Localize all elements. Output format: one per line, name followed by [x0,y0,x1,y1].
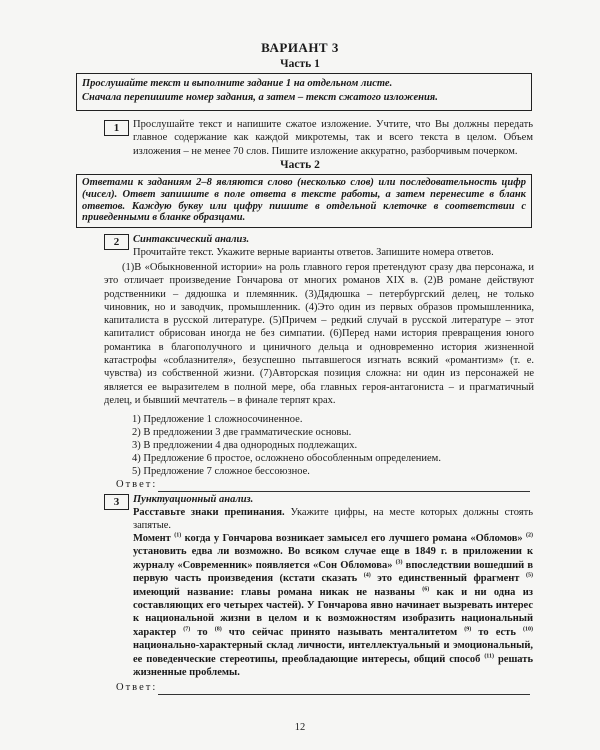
task3-text-part: то [190,626,215,638]
task1-number: 1 [104,120,129,136]
task2-answer-label: Ответ: [116,479,158,490]
part2-instruction-box: Ответами к заданиям 2–8 являются слово (несколько слов) или последовательность цифр (чисел). Ответ запишите в поле ответа в тексте работы, а затем перенесите в бланк ответов. Каждую букву или цифру пишите в отдельной клеточке в соответствии с приведенными в бланке образцами. [76,174,532,228]
part1-instruction-line2: Сначала перепишите номер задания, а затем – текст сжатого изложения. [82,91,438,103]
task3-instruction-bold: Расставьте знаки препинания. [133,507,285,518]
punct-position-1: (1) [174,532,182,539]
punct-position-6: (6) [422,586,430,593]
task2-subheading: Прочитайте текст. Укажите верные варианты ответов. Запишите номера ответов. [133,247,494,258]
task2-number: 2 [104,234,129,250]
task1-text: Прослушайте текст и напишите сжатое изложение. Учтите, что Вы должны передать главное содержание как каждой микротемы, так и всего текста в целом. Объем изложения – не менее 70 слов. Пишите изложение аккуратно, разборчивым почерком. [133,119,533,157]
task3-answer-field[interactable] [158,694,530,695]
task3-heading: Пунктуационный анализ. [133,494,254,505]
punct-position-5: (5) [525,572,533,579]
punct-position-7: (7) [183,626,191,633]
punct-position-2: (2) [526,532,533,539]
task2-text: (1)В «Обыкновенной истории» на роль главного героя претендуют сразу два персонажа, и это отличает произведение Гончарова от многих романов XIX в. (2)В романе действуют родственники – дядюшка и племянник. (3)Дядюшка – петербургский делец, не только чиновник, но и заводчик, промышленник. (4)Это один из первых образов промышленника, капиталиста в русской литературе. (5)Причем – редкий случай в русской литературе – этот капиталист обрисован иногда не без симпатии. (6)Перед нами история превращения юного романтика в благополучного и циничного дельца и одновременно история жизненной катастрофы «соблазнителя», безуспешно пытавшегося изгнать всякий «романтизм» (т. е. чувства) из собственной жизни. (7)Авторская позиция сложна: ни один из персонажей не является ее выразителем в полной мере, оба главных героя-антагониста – и прагматичный делец, и бывший мечтатель – в финале терпят крах. [104,262,534,406]
punct-position-8: (8) [214,626,222,633]
task3-text-part: решать жизненные проблемы. [133,653,533,679]
task3-text-part: что сейчас принято называть менталитетом [221,626,465,638]
task3-text-part: Момент [133,533,175,544]
punct-position-10: (10) [522,626,533,633]
punct-position-11: (11) [484,653,494,660]
task2-option-5: 5) Предложение 7 сложное бессоюзное. [132,466,310,477]
task3-text-part: когда у Гончарова возникает замысел его лучшего романа «Обломов» [181,533,526,544]
task3-number: 3 [104,494,129,510]
task3-text-part: национально-характерный склад личности, интеллектуальный и эмоциональный, ее поведенческие стереотипы, преобладающие интересы, общий способ [133,640,533,665]
task3-answer-label: Ответ: [116,682,158,693]
task2-option-3: 3) В предложении 4 два однородных подлежащих. [132,440,358,451]
punct-position-3: (3) [395,559,403,566]
punct-position-9: (9) [464,626,472,633]
task3-text-part: имеющий название: главы романа никак не названы [133,586,423,598]
task3-instruction-rest: Укажите цифры, на месте которых должны стоять запятые. [133,507,533,532]
task3-text-part: то есть [471,626,523,638]
task3-text-part: установить едва ли возможно. Во всяком случае еще в 1849 г. в приложении к журналу «Современник» появляется «Сон Обломова» [133,546,533,571]
page-number: 12 [294,722,306,733]
part1-instruction-line1: Прослушайте текст и выполните задание 1 на отдельном листе. [82,78,393,89]
part1-instruction-box [76,73,532,111]
task2-option-2: 2) В предложении 3 две грамматические основы. [132,427,352,438]
task2-option-1: 1) Предложение 1 сложносочиненное. [132,414,303,425]
part2-heading: Часть 2 [280,159,320,171]
task3-text [133,532,533,679]
punct-position-4: (4) [363,572,371,579]
task3-text-part: впоследствии вошедший в первую часть произведения (кстати сказать [133,559,533,585]
task3-text-part: как и ни одна из составляющих его четырех частей). У Гончарова явно начинает вызревать интерес к национальной жизни в целом и к возможностям изобразить национальный характер [133,586,533,638]
task2-answer-field[interactable] [158,491,530,492]
task3-instruction [133,506,533,533]
part1-heading: Часть 1 [280,58,320,70]
task2-heading: Синтаксический анализ. [133,234,250,245]
task3-text-part: это единственный фрагмент [370,573,526,585]
variant-title: ВАРИАНТ 3 [261,40,339,55]
task2-option-4: 4) Предложение 6 простое, осложнено обособленным определением. [132,453,441,464]
